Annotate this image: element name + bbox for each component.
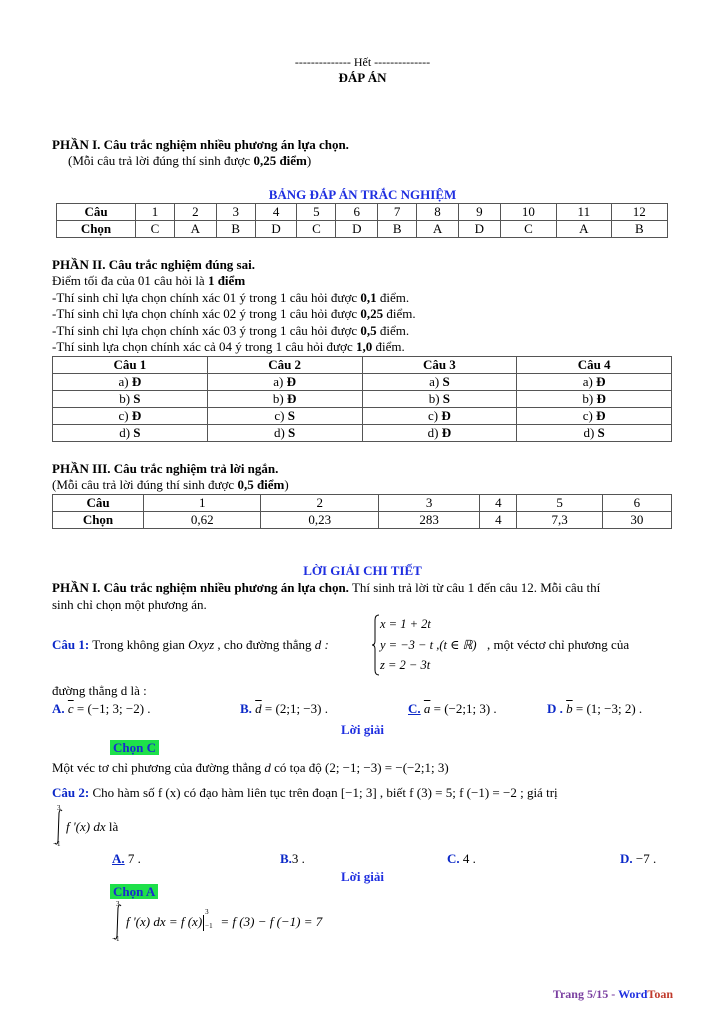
q2-stem: [52, 785, 558, 801]
tf-header-cell: Câu 2: [207, 357, 362, 374]
sa-question-cell: 4: [480, 495, 517, 512]
part1-heading: PHẦN I. Câu trắc nghiệm nhiều phương án lựa chọn.: [52, 137, 349, 152]
tf-value: Đ: [286, 374, 296, 389]
tf-cell: [53, 408, 208, 425]
mc-row-label: Chọn: [57, 221, 136, 238]
option-letter: C.: [408, 701, 421, 716]
tf-item: a): [429, 374, 440, 389]
q1-eq2: y = −3 − t ,(t ∈ ℝ): [380, 638, 477, 652]
option-value: 4 .: [459, 851, 476, 866]
q2-option-a: [112, 851, 141, 867]
rule-points: 1,0: [356, 339, 373, 354]
tf-header-cell: Câu 1: [53, 357, 208, 374]
rule-points: 0,25: [360, 306, 384, 321]
end-marker: -------------- Hết --------------: [294, 55, 431, 69]
tf-value: Đ: [441, 425, 452, 440]
eval-lower: −1: [205, 922, 213, 930]
tf-value: S: [287, 408, 295, 423]
answer-key-title: ĐÁP ÁN: [338, 70, 387, 85]
page-footer: [553, 987, 673, 1002]
rule-suffix: điểm.: [376, 290, 410, 305]
part3-note-points: 0,5 điểm: [237, 477, 285, 492]
tf-item: b): [582, 391, 594, 406]
sa-answer-row: [53, 512, 672, 529]
rule-text: -Thí sinh lựa chọn chính xác cả 04 ý trong 1 câu hỏi được: [52, 339, 356, 354]
mc-question-row: [57, 204, 668, 221]
vector-symbol: $\overline{d}$: [255, 701, 262, 716]
q1-option-b: [240, 701, 328, 717]
sa-answer-cell: 283: [378, 512, 479, 529]
option-letter: A.: [52, 701, 65, 716]
short-answer-table: [52, 494, 672, 529]
mc-question-cell: 3: [216, 204, 255, 221]
part2-max-score: [52, 273, 245, 289]
sa-question-cell: 6: [602, 495, 671, 512]
tf-row: [53, 408, 672, 425]
mc-question-cell: 2: [174, 204, 216, 221]
tf-cell: [362, 425, 517, 442]
integral-lower: −1: [53, 840, 61, 848]
part1-note-prefix: (Mỗi câu trả lời đúng thí sinh được: [68, 153, 254, 168]
mc-answer-cell: D: [255, 221, 297, 238]
mc-answer-cell: C: [136, 221, 175, 238]
tf-header-cell: Câu 4: [517, 357, 672, 374]
evaluation-bar: [203, 915, 204, 931]
tf-cell: [53, 391, 208, 408]
sa-answer-cell: 0,23: [261, 512, 378, 529]
tf-header-cell: Câu 3: [362, 357, 517, 374]
rule-suffix: điểm.: [376, 323, 410, 338]
part2-max-points: 1 điểm: [207, 273, 246, 288]
q2-choice-text: Chọn A: [110, 884, 158, 899]
brand-toan: Toan: [647, 987, 673, 1001]
part2-heading: PHẦN II. Câu trắc nghiệm đúng sai.: [52, 257, 255, 272]
tf-cell: [362, 408, 517, 425]
part3-note: [52, 477, 289, 493]
q1-explain-text: Một véc tơ chỉ phương của đường thẳng: [52, 760, 265, 775]
q2-result-body: f '(x) dx = f (x): [126, 914, 203, 929]
sa-question-cell: 2: [261, 495, 378, 512]
q2-solution-label: Lời giải: [341, 869, 384, 884]
tf-cell: [207, 374, 362, 391]
q1-explain-var: d: [264, 760, 271, 775]
q2-integral-after: là: [105, 819, 119, 834]
part3-note-prefix: (Mỗi câu trả lời đúng thí sinh được: [52, 477, 238, 492]
sa-question-cell: 5: [517, 495, 602, 512]
part2-rule: [52, 306, 416, 322]
tf-item: b): [272, 391, 284, 406]
rule-text: -Thí sinh chỉ lựa chọn chính xác 02 ý trong 1 câu hỏi được: [52, 306, 361, 321]
q2-label: Câu 2:: [52, 785, 90, 800]
part1-note-suffix: ): [306, 153, 312, 168]
mc-question-cell: 10: [500, 204, 556, 221]
part2-rule: [52, 323, 409, 339]
mc-table-title: BẢNG ĐÁP ÁN TRẮC NGHIỆM: [268, 187, 457, 202]
sa-answer-cell: 0,62: [144, 512, 261, 529]
rule-suffix: điểm.: [372, 339, 405, 354]
tf-value: S: [288, 425, 296, 440]
part2-rule: [52, 290, 409, 306]
q1-explain-math: có tọa độ (2; −1; −3) = −(−2;1; 3): [270, 760, 449, 775]
tf-value: S: [442, 374, 450, 389]
tf-value: S: [133, 391, 141, 406]
q2-result: [126, 908, 323, 931]
page-number: Trang 5/15 -: [552, 987, 619, 1001]
option-letter: D.: [620, 851, 633, 866]
q1-text: , cho đường thẳng: [214, 637, 315, 652]
option-letter: C.: [447, 851, 460, 866]
rule-text: -Thí sinh chỉ lựa chọn chính xác 03 ý trong 1 câu hỏi được: [52, 323, 361, 338]
tf-header-row: [53, 357, 672, 374]
tf-cell: [53, 425, 208, 442]
vector-symbol: $\overline{b}$: [566, 701, 573, 716]
q1-choice-text: Chọn C: [110, 740, 159, 755]
rule-points: 0,1: [360, 290, 377, 305]
mc-question-cell: 1: [136, 204, 175, 221]
part1-note-points: 0,25 điểm: [253, 153, 307, 168]
q1-option-d: [547, 701, 642, 717]
tf-item: a): [582, 374, 593, 389]
mc-answer-cell: C: [297, 221, 336, 238]
sa-row-label: Câu: [53, 495, 144, 512]
option-value: = (−2;1; 3) .: [430, 701, 497, 716]
mc-answer-row: [57, 221, 668, 238]
mc-question-cell: 4: [255, 204, 297, 221]
tf-row: [53, 391, 672, 408]
part3-heading: PHẦN III. Câu trắc nghiệm trả lời ngắn.: [52, 461, 279, 476]
sa-question-cell: 3: [378, 495, 479, 512]
integral-lower: −1: [112, 935, 120, 943]
tf-item: d): [119, 425, 131, 440]
sa-answer-cell: 4: [480, 512, 517, 529]
mc-question-cell: 11: [557, 204, 611, 221]
q1-option-a: [52, 701, 151, 717]
rule-points: 0,5: [360, 323, 377, 338]
vector-symbol: $\overline{a}$: [423, 701, 431, 716]
q2-integral: [66, 819, 118, 835]
tf-cell: [207, 425, 362, 442]
mc-question-cell: 9: [458, 204, 500, 221]
solution-part1-text: Thí sinh trả lời từ câu 1 đến câu 12. Mỗi câu thí: [348, 580, 601, 595]
tf-item: d): [273, 425, 285, 440]
mc-answer-cell: B: [216, 221, 255, 238]
tf-value: Đ: [286, 391, 297, 406]
tf-cell: [207, 408, 362, 425]
option-value: −7 .: [632, 851, 657, 866]
mc-question-cell: 5: [297, 204, 336, 221]
tf-value: Đ: [131, 408, 142, 423]
option-value: 7 .: [124, 851, 141, 866]
q2-integral-body: f '(x) dx: [66, 819, 106, 834]
part3-note-suffix: ): [284, 477, 289, 492]
rule-suffix: điểm.: [383, 306, 416, 321]
tf-item: d): [583, 425, 595, 440]
tf-item: c): [582, 408, 593, 423]
tf-row: [53, 374, 672, 391]
sa-question-row: [53, 495, 672, 512]
mc-question-cell: 8: [417, 204, 459, 221]
tf-cell: [517, 425, 672, 442]
q1-line-name: d :: [314, 637, 329, 652]
sa-question-cell: 1: [144, 495, 261, 512]
q1-eq1: x = 1 + 2t: [380, 617, 431, 631]
tf-row: [53, 425, 672, 442]
q1-explanation: [52, 760, 449, 776]
part1-note: [68, 153, 311, 169]
q2-result-rest: = f (3) − f (−1) = 7: [217, 914, 323, 929]
option-letter: A.: [112, 851, 125, 866]
mc-row-label: Câu: [57, 204, 136, 221]
tf-item: c): [274, 408, 285, 423]
mc-question-cell: 7: [378, 204, 417, 221]
option-letter: D .: [547, 701, 563, 716]
tf-cell: [517, 391, 672, 408]
mc-answer-cell: A: [417, 221, 459, 238]
tf-cell: [362, 391, 517, 408]
mc-answer-table: [56, 203, 668, 238]
tf-item: c): [118, 408, 129, 423]
tf-value: S: [597, 425, 605, 440]
tf-item: c): [428, 408, 439, 423]
q2-text: Cho hàm số f (x) có đạo hàm liên tục trên đoạn [−1; 3] , biết f (3) = 5; f (−1) = −2 ; giá trị: [89, 785, 558, 800]
evaluation-bounds: [205, 908, 217, 930]
q1-choice: [110, 740, 159, 756]
solution-part1-intro: [52, 580, 600, 596]
tf-cell: [53, 374, 208, 391]
tf-value: Đ: [441, 408, 451, 423]
option-value: = (1; −3; 2) .: [572, 701, 643, 716]
integral-upper: 3: [57, 804, 61, 812]
mc-answer-cell: B: [378, 221, 417, 238]
tf-cell: [517, 374, 672, 391]
tf-item: a): [118, 374, 129, 389]
q1-space: Oxyz: [188, 637, 215, 652]
q1-stem: [52, 637, 329, 653]
system-brace: [372, 614, 380, 676]
brand-word: Word: [618, 987, 648, 1001]
sa-answer-cell: 7,3: [517, 512, 602, 529]
tf-item: a): [273, 374, 284, 389]
tf-item: b): [119, 391, 131, 406]
solution-title: LỜI GIẢI CHI TIẾT: [303, 563, 422, 578]
option-value: = (−1; 3; −2) .: [73, 701, 151, 716]
tf-value: S: [133, 425, 141, 440]
mc-answer-cell: A: [557, 221, 611, 238]
q1-solution-label: Lời giải: [341, 722, 384, 737]
mc-question-cell: 12: [611, 204, 667, 221]
eval-upper: 3: [205, 908, 209, 916]
mc-answer-cell: B: [611, 221, 667, 238]
option-letter: B.: [280, 851, 292, 866]
solution-part1-heading: PHẦN I. Câu trắc nghiệm nhiều phương án lựa chọn.: [52, 580, 349, 595]
tf-cell: [517, 408, 672, 425]
tf-value: Đ: [596, 374, 606, 389]
tf-item: b): [428, 391, 440, 406]
part2-max-prefix: Điểm tối đa của 01 câu hỏi là: [52, 273, 208, 288]
option-value: 3 .: [291, 851, 305, 866]
q2-option-d: [620, 851, 656, 867]
mc-answer-cell: C: [500, 221, 556, 238]
q1-eq3: z = 2 − 3t: [380, 658, 431, 672]
mc-answer-cell: D: [458, 221, 500, 238]
mc-question-cell: 6: [336, 204, 378, 221]
q1-text-d: đường thẳng d là :: [52, 683, 147, 698]
q1-label: Câu 1:: [52, 637, 90, 652]
q2-option-b: [280, 851, 305, 867]
integral-upper: 3: [116, 900, 120, 908]
mc-answer-cell: D: [336, 221, 378, 238]
solution-part1-intro-2: sinh chỉ chọn một phương án.: [52, 597, 207, 612]
sa-row-label: Chọn: [53, 512, 144, 529]
tf-value: Đ: [596, 391, 606, 406]
sa-answer-cell: 30: [602, 512, 671, 529]
option-value: = (2;1; −3) .: [261, 701, 328, 716]
q1-text-c: , một véctơ chỉ phương của: [487, 637, 630, 652]
q1-option-c: [408, 701, 497, 717]
tf-cell: [362, 374, 517, 391]
q2-option-c: [447, 851, 476, 867]
tf-value: Đ: [131, 374, 142, 389]
q2-choice: [110, 884, 158, 900]
tf-value: S: [442, 391, 451, 406]
part2-rule: [52, 339, 405, 355]
tf-answer-table: [52, 356, 672, 442]
q1-text: Trong không gian: [89, 637, 189, 652]
tf-item: d): [427, 425, 439, 440]
rule-text: -Thí sinh chỉ lựa chọn chính xác 01 ý trong 1 câu hỏi được: [52, 290, 361, 305]
mc-answer-cell: A: [174, 221, 216, 238]
tf-value: Đ: [596, 408, 606, 423]
tf-cell: [207, 391, 362, 408]
vector-symbol: $\overline{c}$: [67, 701, 74, 716]
option-letter: B.: [240, 701, 252, 716]
